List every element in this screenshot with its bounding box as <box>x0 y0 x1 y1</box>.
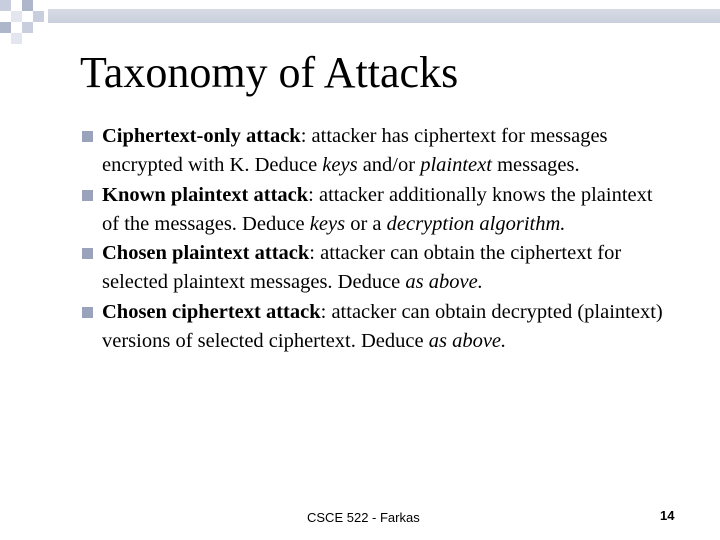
attack-term: Chosen ciphertext attack <box>102 300 321 323</box>
slide-footer: CSCE 522 - Farkas <box>307 510 420 525</box>
bullet-text: : attacker additionally knows the plaintext of the messages. Deduce <box>102 183 653 235</box>
bullet-text: messages. <box>491 154 580 177</box>
bullet-text: : attacker has ciphertext for messages encrypted with K. Deduce <box>102 125 608 177</box>
square-bullet-icon <box>82 248 93 259</box>
bullet-emphasis: decryption algorithm. <box>386 212 566 235</box>
bullet-item <box>80 239 670 298</box>
corner-decoration <box>0 0 80 50</box>
bullet-emphasis: as above. <box>428 330 507 353</box>
page-number: 14 <box>660 508 675 523</box>
bullet-text: : attacker can obtain decrypted (plaintext) versions of selected ciphertext. Deduce <box>102 300 663 353</box>
square-bullet-icon <box>82 131 93 142</box>
bullet-list <box>80 122 670 356</box>
attack-term: Chosen plaintext attack <box>102 242 310 265</box>
bullet-emphasis: keys <box>322 154 358 177</box>
header-bar <box>48 9 720 23</box>
bullet-text: or a <box>345 212 387 235</box>
bullet-item <box>80 181 670 240</box>
attack-term: Known plaintext attack <box>102 183 309 206</box>
bullet-item <box>80 298 670 357</box>
bullet-text: and/or <box>357 154 421 177</box>
square-bullet-icon <box>82 307 93 318</box>
bullet-emphasis: keys <box>309 212 346 235</box>
slide-title: Taxonomy of Attacks <box>80 48 459 97</box>
bullet-emphasis: plaintext <box>420 154 492 177</box>
bullet-item <box>80 122 670 181</box>
attack-term: Ciphertext-only attack <box>102 125 301 147</box>
bullet-text: : attacker can obtain the ciphertext for selected plaintext messages. Deduce <box>102 242 622 294</box>
bullet-emphasis: as above. <box>405 271 483 294</box>
square-bullet-icon <box>82 190 93 201</box>
